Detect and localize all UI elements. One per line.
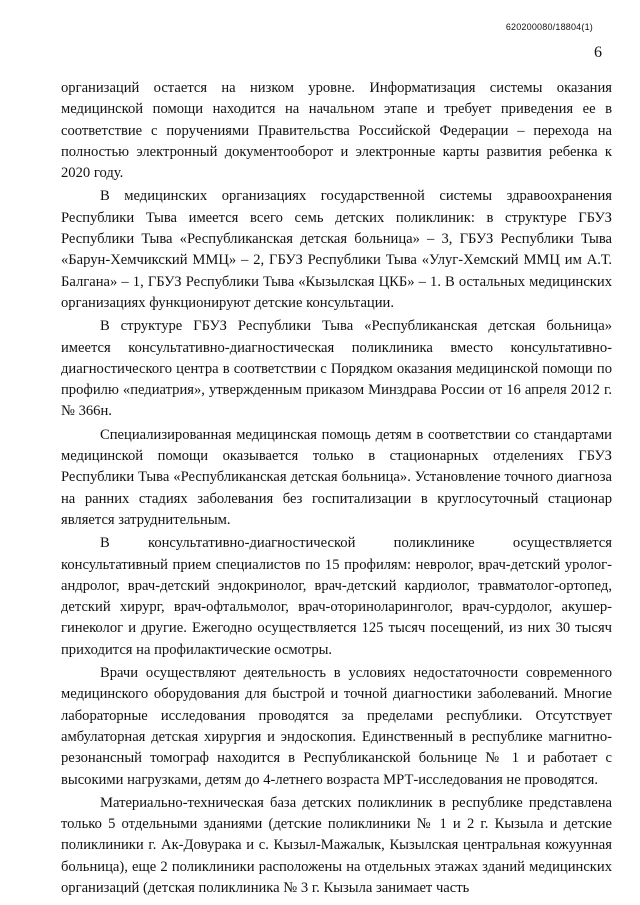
body-text	[61, 78, 612, 899]
document-id: 620200080/18804(1)	[505, 22, 593, 32]
page-number: 6	[594, 44, 602, 61]
paragraph: организаций остается на низком уровне. Информатизация системы оказания медицинской помощи находится на начальном этапе и требует приведения ее в соответствие с поручениями Правительства Российской Федерации – перехода на полностью электронный документооборот и электронные карты развития ребенка к 2020 году.	[61, 80, 612, 182]
paragraph: В консультативно-диагностической поликлинике осуществляется консультативный прием специалистов по 15 профилям: невролог, врач-детский уролог-андролог, врач-детский эндокринолог, врач-детский кардиолог, травматолог-ортопед, детский хирург, врач-офтальмолог, врач-оториноларинголог, врач-сурдолог, акушер-гинеколог и другие. Ежегодно осуществляется 125 тысяч посещений, из них 30 тысяч приходится на профилактические осмотры.	[61, 535, 612, 658]
paragraph: В медицинских организациях государственной системы здравоохранения Республики Тыва имеется всего семь детских поликлиник: в структуре ГБУЗ Республики Тыва «Республиканская детская больница» – 3, ГБУЗ Республики Тыва «Барун-Хемчикский ММЦ» – 2, ГБУЗ Республики Тыва «Улуг-Хемский ММЦ им А.Т. Балгана» – 1, ГБУЗ Республики Тыва «Кызылская ЦКБ» – 1. В остальных медицинских организациях функционируют детские консультации.	[61, 188, 612, 311]
paragraph: Врачи осуществляют деятельность в условиях недостаточности современного медицинского оборудования для быстрой и точной диагностики заболеваний. Многие лабораторные исследования проводятся за пределами республики. Отсутствует амбулаторная детская хирургия и эндоскопия. Единственный в республике магнитно-резонансный томограф находится в Республиканской больнице № 1 и работает с высокими нагрузками, детям до 4-летнего возраста МРТ-исследования не проводятся.	[61, 665, 612, 788]
paragraph: Материально-техническая база детских поликлиник в республике представлена только 5 отдельными зданиями (детские поликлиники № 1 и 2 г. Кызыла и детские поликлиники г. Ак-Довурака и с. Кызыл-Мажалык, Кызылская центральная кожуунная больница), еще 2 поликлиники расположены на отдельных этажах зданий медицинских организаций (детская поликлиника № 3 г. Кызыла занимает часть	[61, 794, 612, 896]
paragraph: Специализированная медицинская помощь детям в соответствии со стандартами медицинской помощи оказывается только в стационарных отделениях ГБУЗ Республики Тыва «Республиканская детская больница». Установление точного диагноза на ранних стадиях заболевания без госпитализации в круглосуточный стационар является затруднительным.	[61, 426, 612, 528]
paragraph: В структуре ГБУЗ Республики Тыва «Республиканская детская больница» имеется консультативно-диагностическая поликлиника вместо консультативно-диагностического центра в соответствии с Порядком оказания медицинской помощи по профилю «педиатрия», утвержденным приказом Минздрава России от 16 апреля 2012 г. № 366н.	[61, 318, 612, 420]
